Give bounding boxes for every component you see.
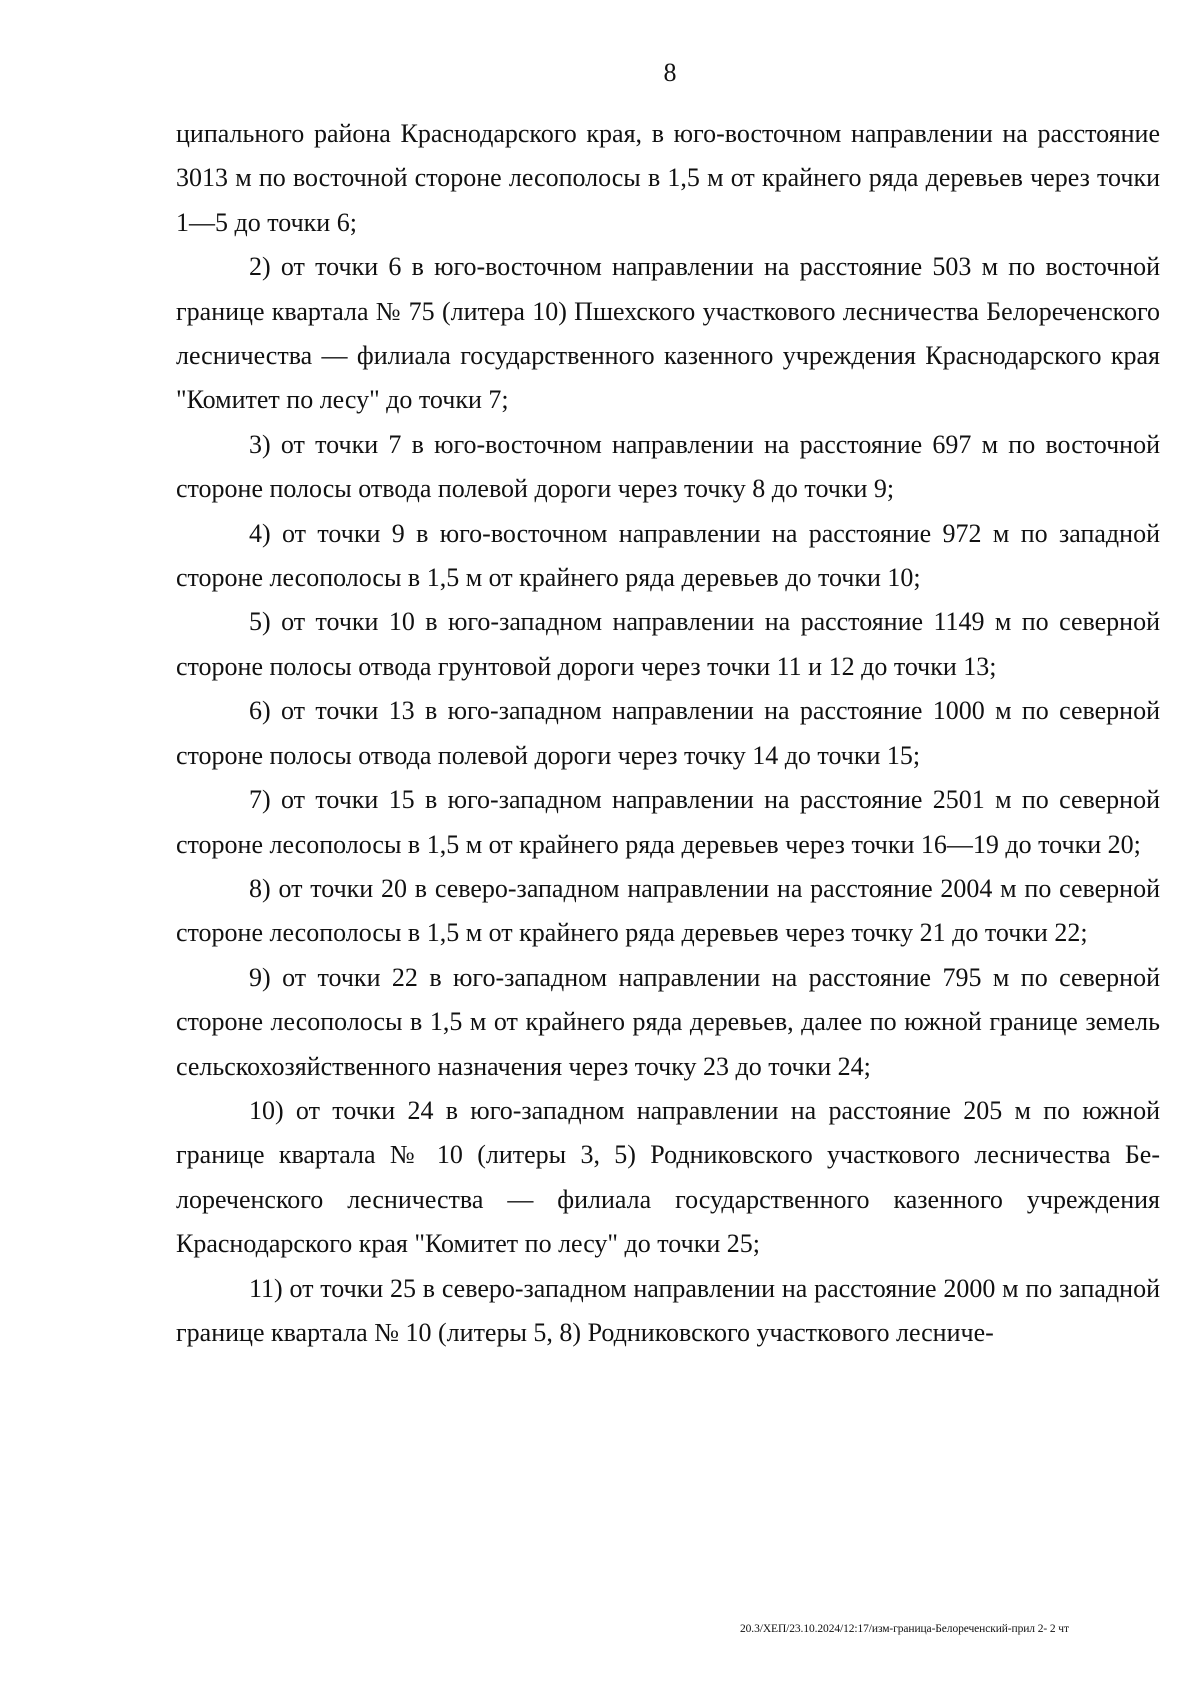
page-number: 8 [663, 58, 677, 87]
paragraph-item-6: 6) от точки 13 в юго-западном направлении на расстояние 1000 м по северной стороне полосы отвода полевой дороги через точку 14 до точки 15; [176, 696, 1160, 770]
paragraph-item-11: 11) от точки 25 в северо-западном направлении на расстояние 2000 м по западной границе квартала № 10 (литеры 5, 8) Родниковского участкового лесниче- [176, 1273, 1160, 1347]
paragraph-item-2: 2) от точки 6 в юго-восточном направлении на расстояние 503 м по восточной границе квартала № 75 (литера 10) Пшехского участкового лесничества Белореченского лесничества — филиала государственного казенного учреждения Краснодарского края "Комитет по лесу" до точки 7; [176, 252, 1160, 415]
paragraph-item-3: 3) от точки 7 в юго-восточном направлении на расстояние 697 м по восточной стороне полосы отвода полевой дороги через точку 8 до точки 9; [176, 429, 1160, 504]
document-footer-code: 20.3/ХЕП/23.10.2024/12:17/изм-граница-Белореченский-прил 2- 2 чт [740, 1623, 1069, 1635]
paragraph-item-10: 10) от точки 24 в юго-западном направлении на расстояние 205 м по южной границе квартала № 10 (литеры 3, 5) Родниковского участкового лесничества Белореченского лесничества — филиала государственного казенного учреждения Краснодарского края "Комитет по лесу" до точки 25; [176, 1095, 1160, 1259]
paragraph-item-7: 7) от точки 15 в юго-западном направлении на расстояние 2501 м по северной стороне лесополосы в 1,5 м от крайнего ряда деревьев через точки 16—19 до точки 20; [176, 785, 1160, 859]
paragraph-item-5: 5) от точки 10 в юго-западном направлении на расстояние 1149 м по северной стороне полосы отвода грунтовой дороги через точки 11 и 12 до точки 13; [176, 607, 1160, 681]
paragraph-item-4: 4) от точки 9 в юго-восточном направлении на расстояние 972 м по западной стороне лесополосы в 1,5 м от крайнего ряда деревьев до точки 10; [176, 518, 1160, 593]
document-body [176, 112, 1160, 1355]
paragraph-continuation: ципального района Краснодарского края, в юго-восточном направлении на расстояние 3013 м по восточной стороне лесополосы в 1,5 м от крайнего ряда деревьев через точки 1—5 до точки 6; [176, 119, 1160, 237]
paragraph-item-8: 8) от точки 20 в северо-западном направлении на расстояние 2004 м по северной стороне лесополосы в 1,5 м от крайнего ряда деревьев через точку 21 до точки 22; [176, 873, 1160, 948]
paragraph-item-9: 9) от точки 22 в юго-западном направлении на расстояние 795 м по северной стороне лесополосы в 1,5 м от крайнего ряда деревьев, далее по южной границе земель сельскохозяйственного назначения через точку 23 до точки 24; [176, 962, 1160, 1081]
